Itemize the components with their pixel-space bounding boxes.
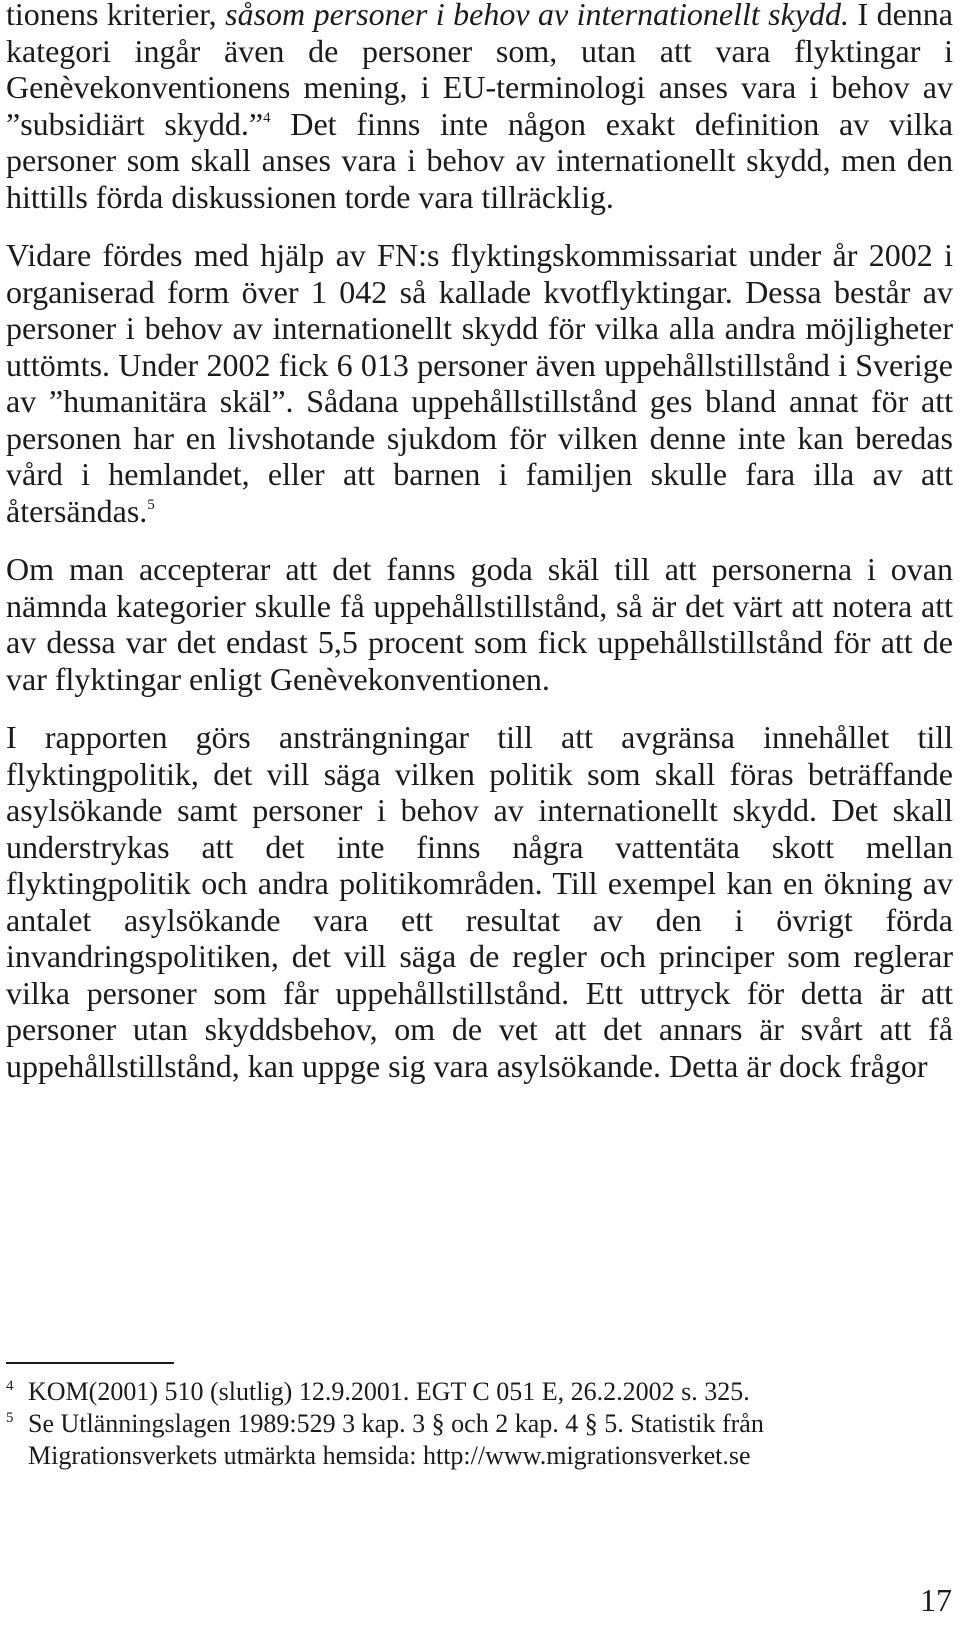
footnote-divider bbox=[6, 1362, 174, 1364]
footnote-number: 4 bbox=[6, 1378, 14, 1394]
footnote-text: Se Utlänningslagen 1989:529 3 kap. 3 § och 2 kap. 4 § 5. Statistik från Migrationsverkets utmärkta hemsida: http://www.migrationsverket.se bbox=[28, 1409, 764, 1470]
footnote-4 bbox=[6, 1376, 953, 1408]
paragraph-1-italic: såsom personer i behov av internationellt skydd. bbox=[225, 0, 850, 32]
footnote-ref-4[interactable]: 4 bbox=[263, 109, 271, 126]
footnote-text: KOM(2001) 510 (slutlig) 12.9.2001. EGT C 051 E, 26.2.2002 s. 325. bbox=[28, 1377, 750, 1406]
paragraph-1-text-a: tionens kriterier, bbox=[6, 0, 226, 32]
paragraph-3: Om man accepterar att det fanns goda skäl till att personerna i ovan nämnda kategorier skulle få uppehållstillstånd, så är det värt att notera att av dessa var det endast 5,5 procent som fick uppehållstillstånd för att de var flyktingar enligt Genèvekonventionen. bbox=[6, 551, 953, 697]
paragraph-2-text: Vidare fördes med hjälp av FN:s flyktingskommissariat under år 2002 i organiserad form över 1 042 så kallade kvotflyktingar. Dessa består av personer i behov av internationellt skydd för vilka alla andra möjligheter uttömts. Under 2002 fick 6 013 personer även uppehållstillstånd i Sverige av ”humanitära skäl”. Sådana uppehållstillstånd ges bland annat för att personen har en livshotande sjukdom för vilken denne inte kan beredas vård i hemlandet, eller att barnen i familjen skulle fara illa av att återsändas. bbox=[6, 237, 953, 529]
body-text bbox=[6, 0, 953, 1106]
footnotes bbox=[6, 1376, 953, 1472]
paragraph-2 bbox=[6, 237, 953, 529]
paragraph-1-text-b: I denna kategori ingår även de personer som, utan att vara flyktingar i Genèvekonventionens mening, i EU-terminologi anses vara i behov av ”subsidiärt skydd.” bbox=[6, 0, 954, 142]
footnote-ref-5[interactable]: 5 bbox=[147, 496, 155, 513]
paragraph-1 bbox=[6, 0, 953, 215]
footnote-5 bbox=[6, 1408, 953, 1472]
page-number: 17 bbox=[920, 1582, 952, 1618]
footnote-number: 5 bbox=[6, 1410, 14, 1426]
paragraph-4: I rapporten görs ansträngningar till att avgränsa innehållet till flyktingpolitik, det vill säga vilken politik som skall föras beträffande asylsökande samt personer i behov av internationellt skydd. Det skall understrykas att det inte finns några vattentäta skott mellan flyktingpolitik och andra politikområden. Till exempel kan en ökning av antalet asylsökande vara ett resultat av den i övrigt förda invandringspolitiken, det vill säga de regler och principer som reglerar vilka personer som får uppehållstillstånd. Ett uttryck för detta är att personer utan skyddsbehov, om de vet att det annars är svårt att få uppehållstillstånd, kan uppge sig vara asylsökande. Detta är dock frågor bbox=[6, 719, 953, 1084]
paragraph-1-text-c: Det finns inte någon exakt definition av vilka personer som skall anses vara i behov av internationellt skydd, men den hittills förda diskussionen torde vara tillräcklig. bbox=[6, 105, 954, 215]
